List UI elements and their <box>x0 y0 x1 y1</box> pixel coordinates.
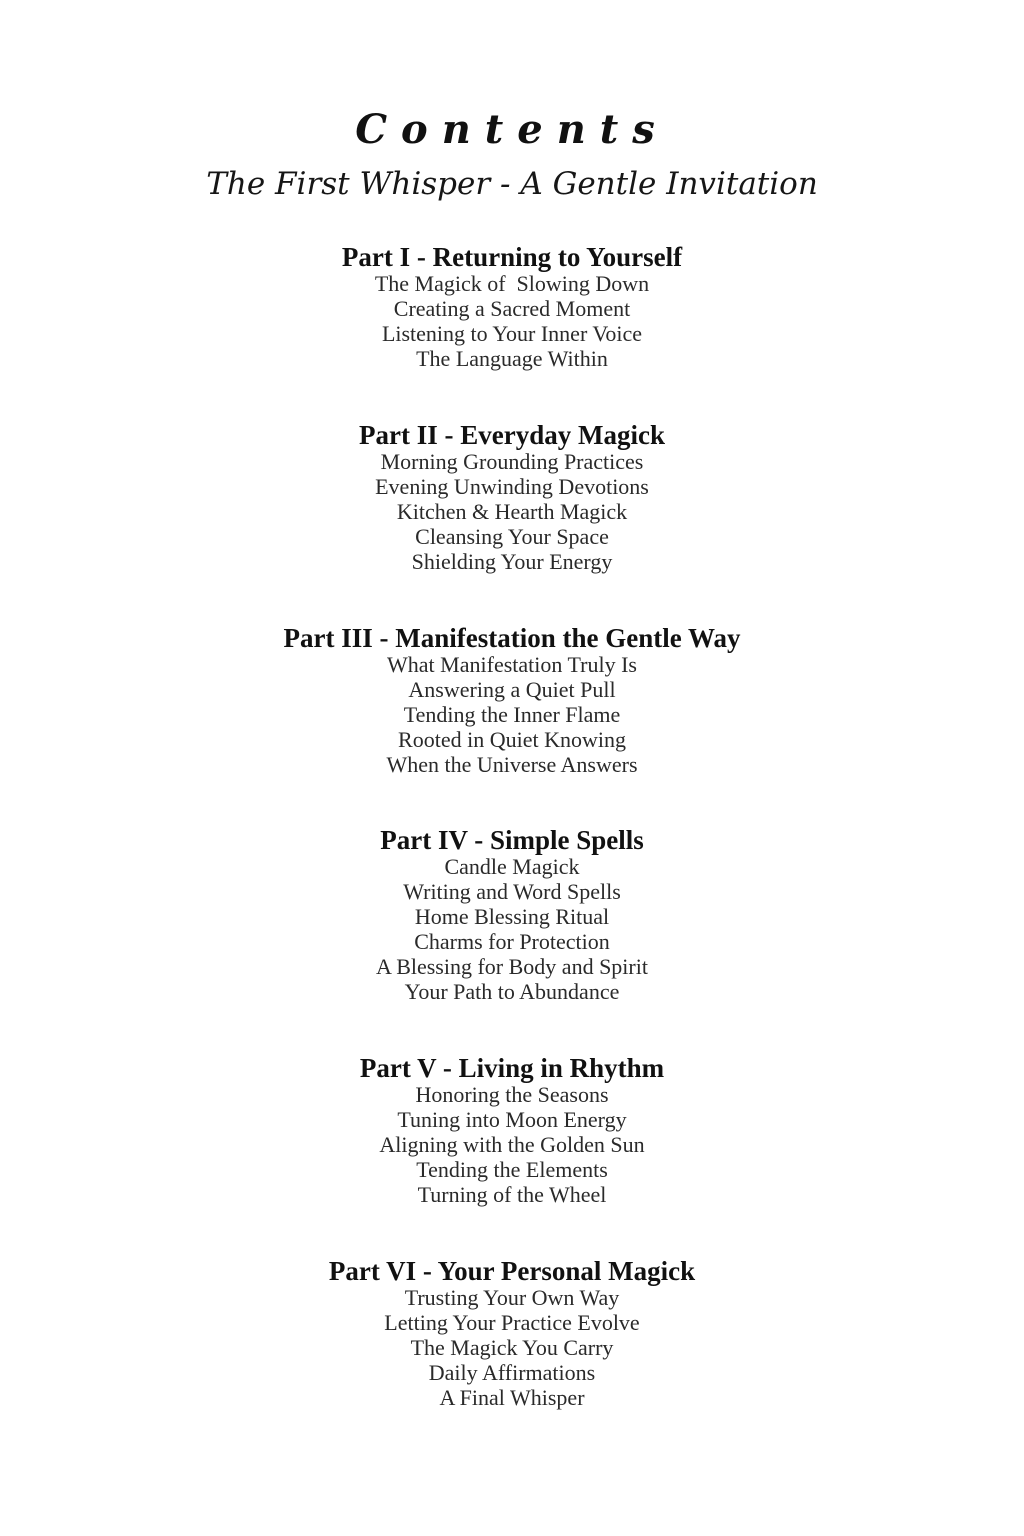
part-section <box>0 1054 1024 1207</box>
list-item: Tending the Inner Flame <box>403 702 621 727</box>
list-item: A Blessing for Body and Spirit <box>376 954 648 979</box>
list-item: Tending the Elements <box>416 1157 608 1182</box>
list-item: A Final Whisper <box>439 1385 585 1410</box>
part-heading: Part II - Everyday Magick <box>359 420 665 450</box>
part-heading: Part III - Manifestation the Gentle Way <box>283 623 741 653</box>
part-item-list <box>0 1082 1024 1207</box>
list-item: The Magick of Slowing Down <box>374 271 650 296</box>
list-item: Charms for Protection <box>414 929 610 954</box>
list-item: Shielding Your Energy <box>411 549 613 574</box>
page-subtitle: The First Whisper - A Gentle Invitation <box>206 166 818 202</box>
part-heading: Part V - Living in Rhythm <box>359 1053 665 1083</box>
list-item: Answering a Quiet Pull <box>408 677 616 702</box>
part-item-list <box>0 1285 1024 1410</box>
list-item: Candle Magick <box>444 854 580 879</box>
list-item: Turning of the Wheel <box>417 1182 607 1207</box>
list-item: Honoring the Seasons <box>415 1082 609 1107</box>
list-item: Trusting Your Own Way <box>404 1285 620 1310</box>
list-item: Daily Affirmations <box>428 1360 596 1385</box>
part-section <box>0 1257 1024 1410</box>
part-item-list <box>0 449 1024 574</box>
list-item: The Language Within <box>416 346 608 371</box>
list-item: Morning Grounding Practices <box>380 449 644 474</box>
list-item: Letting Your Practice Evolve <box>384 1310 640 1335</box>
part-heading: Part IV - Simple Spells <box>380 825 644 855</box>
page-title: Contents <box>355 106 669 153</box>
part-item-list <box>0 854 1024 1004</box>
list-item: Cleansing Your Space <box>415 524 609 549</box>
part-section <box>0 243 1024 371</box>
list-item: When the Universe Answers <box>386 752 638 777</box>
list-item: Writing and Word Spells <box>403 879 621 904</box>
part-section <box>0 624 1024 777</box>
list-item: The Magick You Carry <box>410 1335 614 1360</box>
list-item: Rooted in Quiet Knowing <box>398 727 626 752</box>
list-item: Aligning with the Golden Sun <box>379 1132 645 1157</box>
list-item: Listening to Your Inner Voice <box>381 321 643 346</box>
list-item: Creating a Sacred Moment <box>393 296 631 321</box>
part-section <box>0 826 1024 1004</box>
part-heading: Part VI - Your Personal Magick <box>328 1256 696 1286</box>
list-item: Evening Unwinding Devotions <box>375 474 649 499</box>
part-section <box>0 421 1024 574</box>
part-heading: Part I - Returning to Yourself <box>341 242 683 272</box>
list-item: Your Path to Abundance <box>404 979 620 1004</box>
list-item: Tuning into Moon Energy <box>397 1107 627 1132</box>
part-item-list <box>0 271 1024 371</box>
part-item-list <box>0 652 1024 777</box>
list-item: Kitchen & Hearth Magick <box>396 499 628 524</box>
list-item: What Manifestation Truly Is <box>387 652 637 677</box>
list-item: Home Blessing Ritual <box>414 904 610 929</box>
